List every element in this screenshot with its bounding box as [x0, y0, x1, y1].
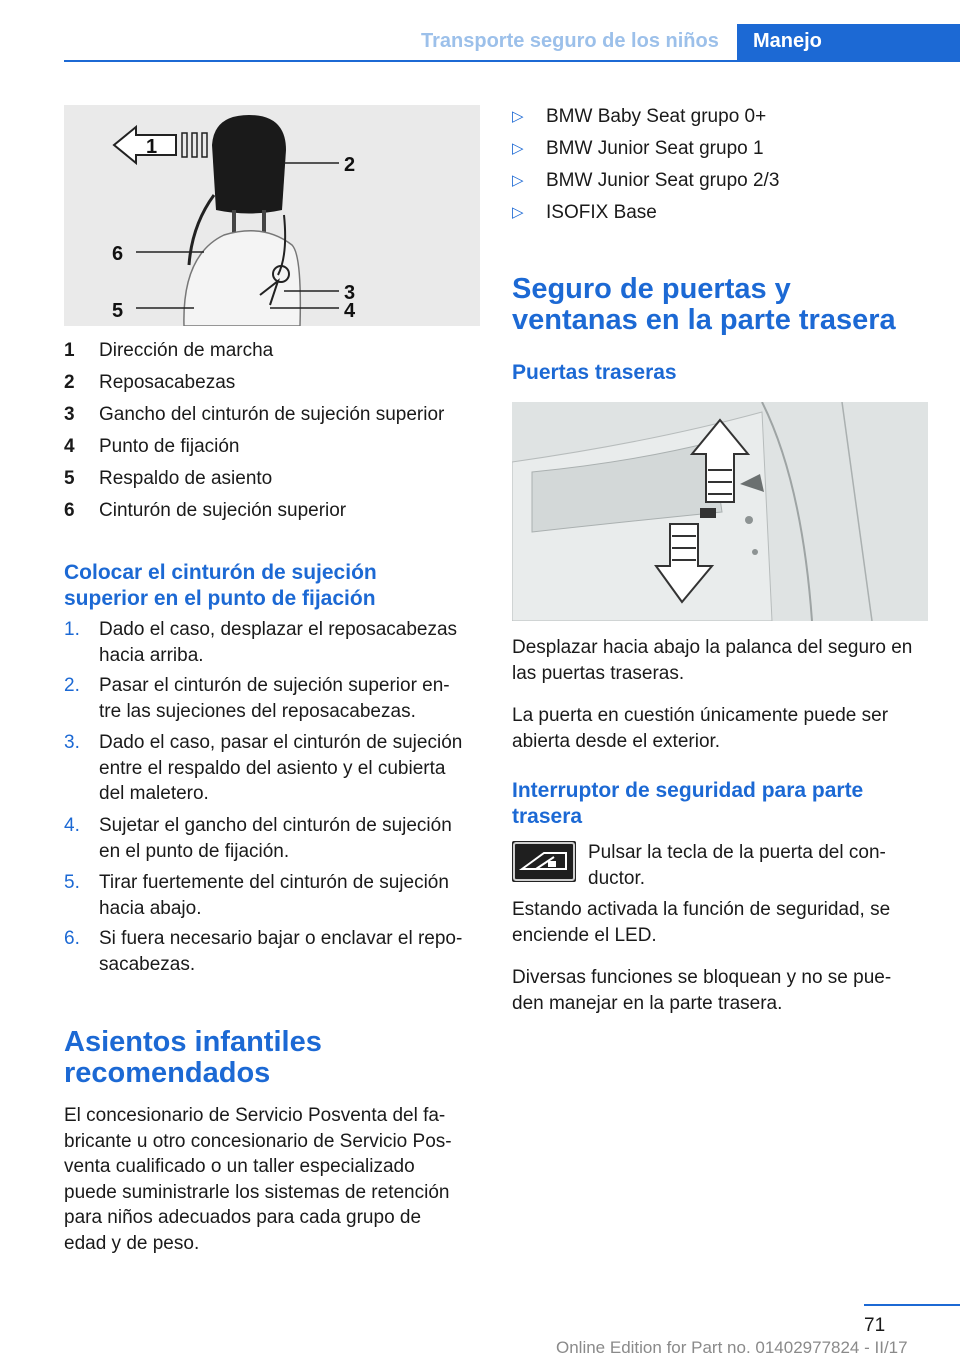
- legend-text: Reposacabezas: [99, 372, 236, 393]
- legend-number: 4: [64, 436, 75, 457]
- callout-6: 6: [112, 243, 124, 265]
- seat-list-text: ISOFIX Base: [546, 202, 657, 223]
- tether-heading-line: superior en el punto de fijación: [64, 587, 376, 610]
- step-number: 3.: [64, 732, 80, 753]
- seat-list-text: BMW Junior Seat grupo 1: [546, 138, 764, 159]
- child-lock-button-icon: [512, 841, 576, 882]
- step-line: Si fuera necesario bajar o enclavar el repo‐: [99, 928, 463, 949]
- switch-caption: [588, 840, 928, 891]
- header-tab-label[interactable]: Manejo: [753, 30, 822, 52]
- seats-heading: [64, 1027, 322, 1089]
- rear-doors-paragraph-2: [512, 703, 932, 754]
- paragraph-line: La puerta en cuestión únicamente puede ser: [512, 705, 889, 726]
- rear-door-lock-illustration: [512, 402, 928, 621]
- paragraph-line: abierta desde el exterior.: [512, 730, 721, 752]
- locks-heading: [512, 274, 896, 336]
- triangle-bullet-icon: ▷: [512, 204, 524, 221]
- subheading-line: Interruptor de seguridad para parte: [512, 779, 864, 802]
- header-section-title[interactable]: Transporte seguro de los niños: [421, 30, 719, 52]
- seats-paragraph-line: El concesionario de Servicio Posventa del fa‐: [64, 1105, 446, 1126]
- step-line: Dado el caso, pasar el cinturón de sujeción: [99, 732, 463, 753]
- direction-arrow-icon: [114, 127, 176, 163]
- step-line: entre el respaldo del asiento y el cubierta: [99, 757, 446, 779]
- seats-paragraph-line: bricante u otro concesionario de Servicio Pos‐: [64, 1130, 452, 1152]
- paragraph-line: las puertas traseras.: [512, 662, 685, 684]
- page-number: 71: [864, 1315, 886, 1336]
- legend-number: 3: [64, 404, 75, 425]
- subheading-line: trasera: [512, 805, 583, 828]
- callout-2: 2: [344, 154, 356, 176]
- tether-heading-line: Colocar el cinturón de sujeción: [64, 561, 377, 584]
- seats-paragraph: [64, 1103, 484, 1256]
- seat-list-text: BMW Baby Seat grupo 0+: [546, 106, 767, 127]
- step-line: sacabezas.: [99, 953, 196, 975]
- triangle-bullet-icon: ▷: [512, 172, 524, 189]
- rear-doors-paragraph-1: [512, 635, 932, 686]
- triangle-bullet-icon: ▷: [512, 140, 524, 157]
- seat-list-text: BMW Junior Seat grupo 2/3: [546, 170, 780, 191]
- headrest-illustration: [64, 105, 480, 326]
- step-number: 5.: [64, 872, 80, 893]
- safety-switch-subheading: [512, 778, 863, 830]
- seats-paragraph-line: para niños adecuados para cada grupo de: [64, 1207, 422, 1228]
- locks-heading-line: Seguro de puertas y: [512, 273, 791, 305]
- step-line: Sujetar el gancho del cinturón de sujeción: [99, 815, 452, 836]
- step-number: 6.: [64, 928, 80, 949]
- seats-paragraph-line: venta cualificado o un taller especializado: [64, 1156, 415, 1177]
- legend-text: Cinturón de sujeción superior: [99, 500, 347, 521]
- caption-line: ductor.: [588, 867, 646, 889]
- legend-number: 5: [64, 468, 75, 489]
- edition-note: Online Edition for Part no. 01402977824 - II/17: [556, 1338, 908, 1357]
- seats-heading-line: Asientos infantiles: [64, 1026, 322, 1058]
- seats-paragraph-line: edad y de peso.: [64, 1232, 200, 1254]
- step-line: Pasar el cinturón de sujeción superior en‐: [99, 675, 450, 696]
- legend-number: 1: [64, 340, 75, 361]
- step-number: 2.: [64, 675, 80, 696]
- rear-doors-subheading: Puertas traseras: [512, 361, 677, 384]
- triangle-bullet-icon: ▷: [512, 108, 524, 125]
- seats-heading-line: recomendados: [64, 1057, 271, 1089]
- step-line: en el punto de fijación.: [99, 840, 290, 862]
- step-number: 4.: [64, 815, 80, 836]
- paragraph-line: den manejar en la parte trasera.: [512, 992, 783, 1014]
- step-number: 1.: [64, 619, 80, 640]
- paragraph-line: Diversas funciones se bloquean y no se pue‐: [512, 967, 892, 988]
- legend-text: Dirección de marcha: [99, 340, 274, 361]
- callout-4: 4: [344, 300, 356, 322]
- step-line: hacia abajo.: [99, 897, 202, 919]
- step-line: del maletero.: [99, 783, 209, 804]
- callout-1: 1: [146, 136, 158, 158]
- callout-5: 5: [112, 300, 124, 322]
- locks-heading-line: ventanas en la parte trasera: [512, 304, 896, 336]
- step-line: Tirar fuertemente del cinturón de sujeción: [99, 872, 449, 893]
- safety-switch-paragraph-1: [512, 897, 932, 948]
- paragraph-line: Desplazar hacia abajo la palanca del seguro en: [512, 637, 913, 658]
- callout-3: 3: [344, 282, 356, 304]
- legend-text: Gancho del cinturón de sujeción superior: [99, 404, 445, 425]
- legend-number: 6: [64, 500, 75, 521]
- legend-text: Respaldo de asiento: [99, 468, 273, 489]
- rear-door-drawing: [512, 402, 928, 621]
- step-line: Dado el caso, desplazar el reposacabezas: [99, 619, 458, 640]
- legend-number: 2: [64, 372, 75, 393]
- legend-text: Punto de fijación: [99, 436, 240, 457]
- step-line: hacia arriba.: [99, 644, 204, 666]
- tether-heading: [64, 560, 377, 612]
- paragraph-line: enciende el LED.: [512, 924, 657, 946]
- safety-switch-paragraph-2: [512, 965, 932, 1016]
- caption-line: Pulsar la tecla de la puerta del con‐: [588, 842, 886, 863]
- footer-rule: [864, 1304, 960, 1306]
- headrest-drawing: [64, 105, 480, 326]
- seats-paragraph-line: puede suministrarle los sistemas de retención: [64, 1181, 450, 1203]
- paragraph-line: Estando activada la función de seguridad, se: [512, 899, 891, 920]
- step-line: tre las sujeciones del reposacabezas.: [99, 700, 416, 722]
